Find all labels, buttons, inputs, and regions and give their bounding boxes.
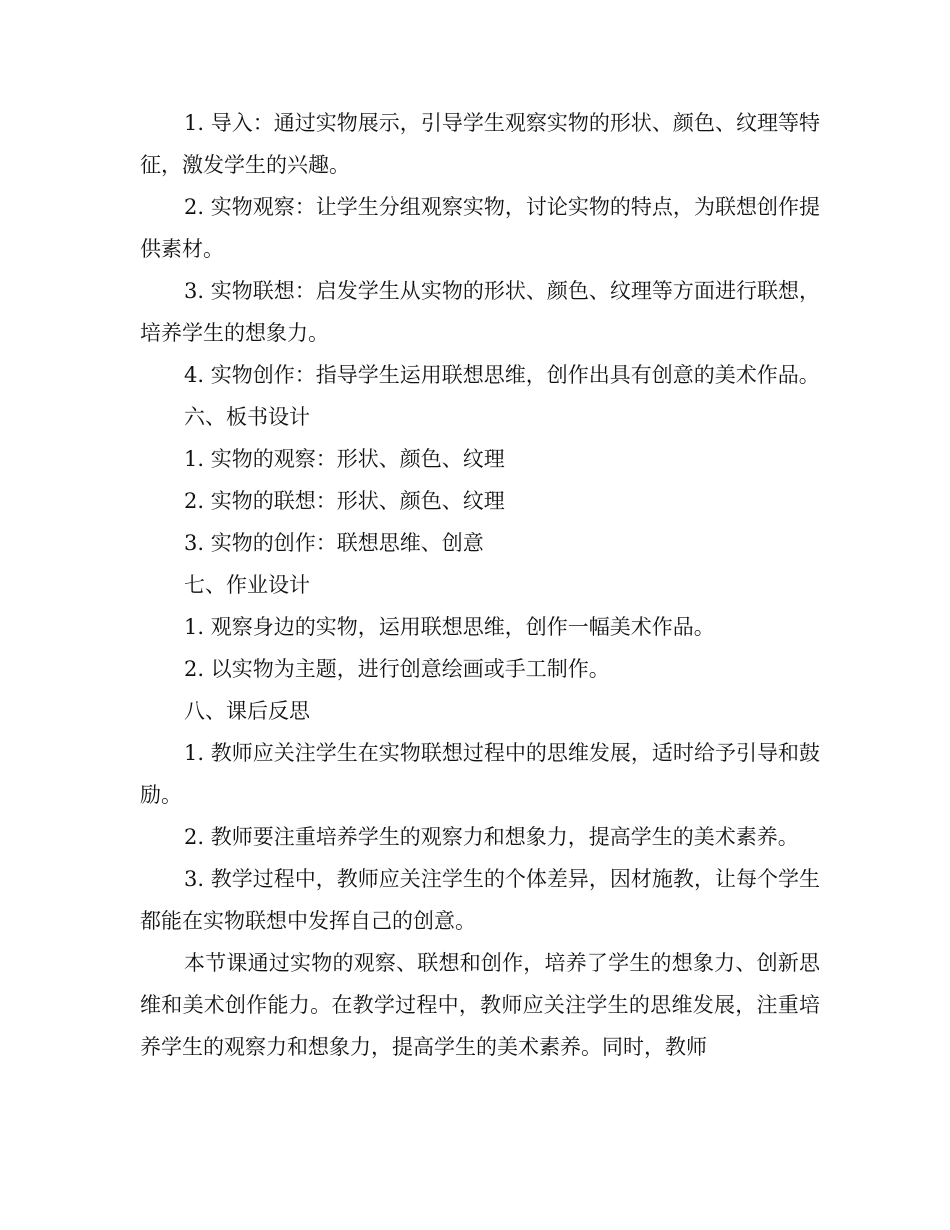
- summary-paragraph: 本节课通过实物的观察、联想和创作，培养了学生的想象力、创新思维和美术创作能力。在教学过程中，教师应关注学生的思维发展，注重培养学生的观察力和想象力，提高学生的美术素养。同时，教师: [140, 951, 820, 1059]
- board-item-creation: 3. 实物的创作：联想思维、创意: [184, 531, 484, 555]
- reflection-item-2: 2. 教师要注重培养学生的观察力和想象力，提高学生的美术素养。: [184, 825, 799, 849]
- board-item-observation: 1. 实物的观察：形状、颜色、纹理: [184, 447, 505, 471]
- homework-item-1: 1. 观察身边的实物，运用联想思维，创作一幅美术作品。: [184, 615, 715, 639]
- list-item-observation: 2. 实物观察：让学生分组观察实物，讨论实物的特点，为联想创作提供素材。: [140, 195, 820, 261]
- list-item-creation: 4. 实物创作：指导学生运用联想思维，创作出具有创意的美术作品。: [184, 363, 820, 387]
- list-item-import: 1. 导入：通过实物展示，引导学生观察实物的形状、颜色、纹理等特征，激发学生的兴趣。: [140, 111, 820, 177]
- reflection-item-1: 1. 教师应关注学生在实物联想过程中的思维发展，适时给予引导和鼓励。: [140, 741, 820, 807]
- section-heading-homework: 七、作业设计: [184, 573, 310, 597]
- list-item-association: 3. 实物联想：启发学生从实物的形状、颜色、纹理等方面进行联想，培养学生的想象力。: [140, 279, 820, 345]
- document-body: [140, 102, 820, 1068]
- board-item-association: 2. 实物的联想：形状、颜色、纹理: [184, 489, 505, 513]
- homework-item-2: 2. 以实物为主题，进行创意绘画或手工制作。: [184, 657, 610, 681]
- section-heading-board-design: 六、板书设计: [184, 405, 310, 429]
- section-heading-reflection: 八、课后反思: [184, 699, 310, 723]
- reflection-item-3: 3. 教学过程中，教师应关注学生的个体差异，因材施教，让每个学生都能在实物联想中发挥自己的创意。: [140, 867, 820, 933]
